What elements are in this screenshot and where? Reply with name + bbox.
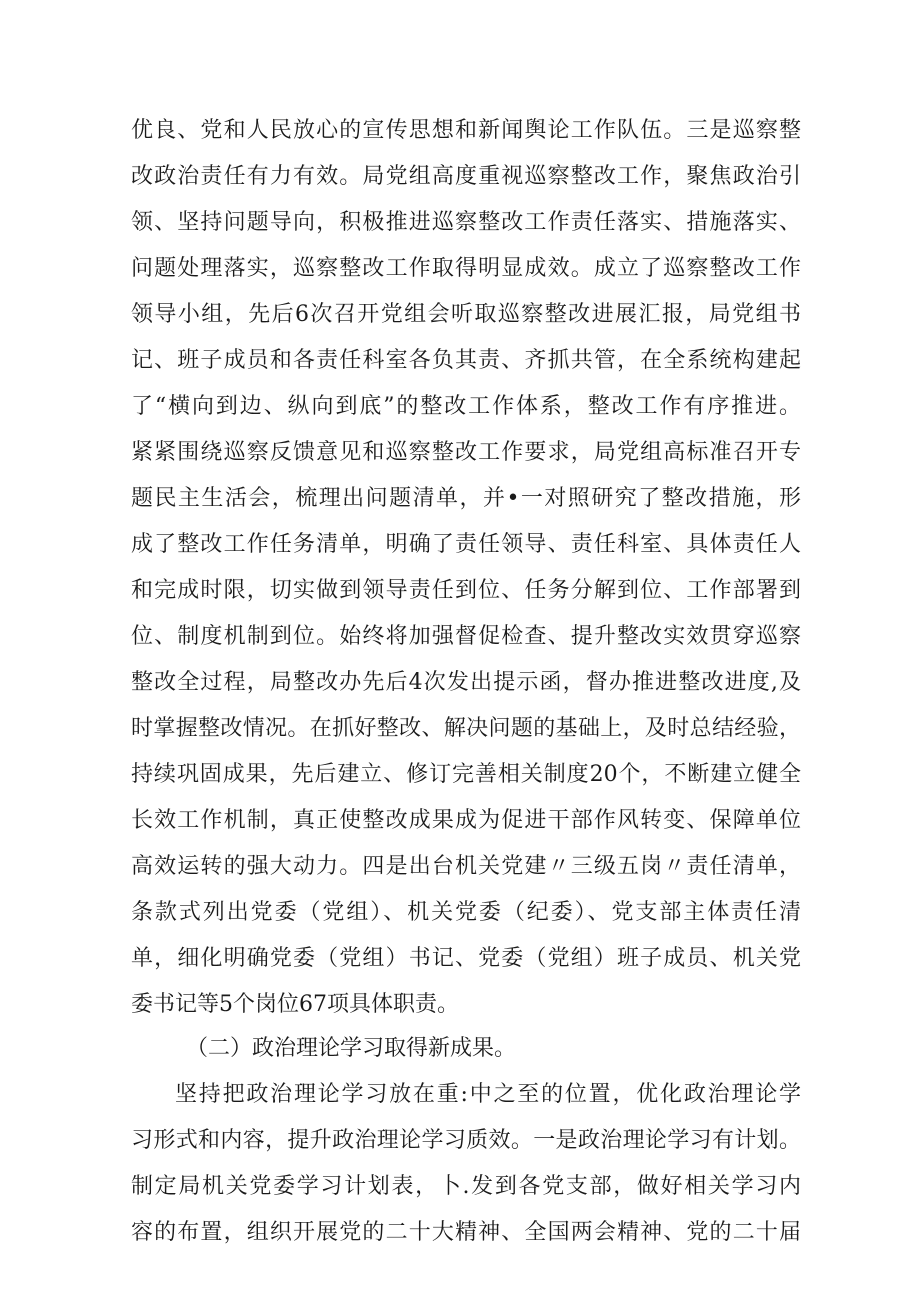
paragraph-1-line-19: 单，细化明确党委（党组）书记、党委（党组）班子成员、机关党 xyxy=(131,946,801,971)
paragraph-1-line-15: 持续巩固成果，先后建立、修订完善相关制度20个，不断建立健全 xyxy=(131,762,801,787)
paragraph-1-line-6: 记、班子成员和各责任科室各负其责、齐抓共管，在全系统构建起 xyxy=(131,348,801,373)
paragraph-2-line-1: 坚持把政治理论学习放在重:中之至的位置，优化政治理论学 xyxy=(175,1082,801,1107)
paragraph-1-line-16: 长效工作机制，真正使整改成果成为促进干部作风转变、保障单位 xyxy=(131,808,801,833)
paragraph-2-line-4: 容的布置，组织开展党的二十大精神、全国两会精神、党的二十届 xyxy=(131,1220,801,1245)
paragraph-1-line-2: 改政治责任有力有效。局党组高度重视巡察整改工作，聚焦政治引 xyxy=(131,164,801,189)
paragraph-1-line-10: 成了整改工作任务清单，明确了责任领导、责任科室、具体责任人 xyxy=(131,532,801,557)
paragraph-1-line-8: 紧紧围绕巡察反馈意见和巡察整改工作要求，局党组高标准召开专 xyxy=(131,440,801,465)
paragraph-2-line-3: 制定局机关党委学习计划表，卜.发到各党支部，做好相关学习内 xyxy=(131,1174,801,1199)
paragraph-1-line-5: 领导小组，先后6次召开党组会听取巡察整改进展汇报，局党组书 xyxy=(131,302,801,327)
paragraph-1-line-20: 委书记等5个岗位67项具体职责。 xyxy=(131,992,459,1017)
paragraph-1-line-18: 条款式列出党委（党组）、机关党委（纪委）、党支部主体责任清 xyxy=(131,900,801,925)
paragraph-1-line-1: 优良、党和人民放心的宣传思想和新闻舆论工作队伍。三是巡察整 xyxy=(131,118,801,143)
paragraph-1-line-9: 题民主生活会，梳理出问题清单，并•一对照研究了整改措施，形 xyxy=(131,486,801,511)
paragraph-2-line-2: 习形式和内容，提升政治理论学习质效。一是政治理论学习有计划。 xyxy=(131,1128,801,1153)
paragraph-1-line-14: 时掌握整改情况。在抓好整改、解决问题的基础上，及时总结经验， xyxy=(131,716,801,741)
paragraph-1-line-3: 领、坚持问题导向，积极推进巡察整改工作责任落实、措施落实、 xyxy=(131,210,801,235)
paragraph-1-line-4: 问题处理落实，巡察整改工作取得明显成效。成立了巡察整改工作 xyxy=(131,256,801,281)
paragraph-1-line-12: 位、制度机制到位。始终将加强督促检查、提升整改实效贯穿巡察 xyxy=(131,624,801,649)
paragraph-1-line-17: 高效运转的强大动力。四是出台机关党建〃三级五岗〃责任清单， xyxy=(131,854,801,879)
section-heading: （二）政治理论学习取得新成果。 xyxy=(186,1036,517,1061)
paragraph-1-line-7: 了“横向到边、纵向到底”的整改工作体系，整改工作有序推进。 xyxy=(131,394,801,419)
paragraph-1-line-11: 和完成时限，切实做到领导责任到位、任务分解到位、工作部署到 xyxy=(131,578,801,603)
paragraph-1-line-13: 整改全过程，局整改办先后4次发出提示函，督办推进整改进度,及 xyxy=(131,670,801,695)
